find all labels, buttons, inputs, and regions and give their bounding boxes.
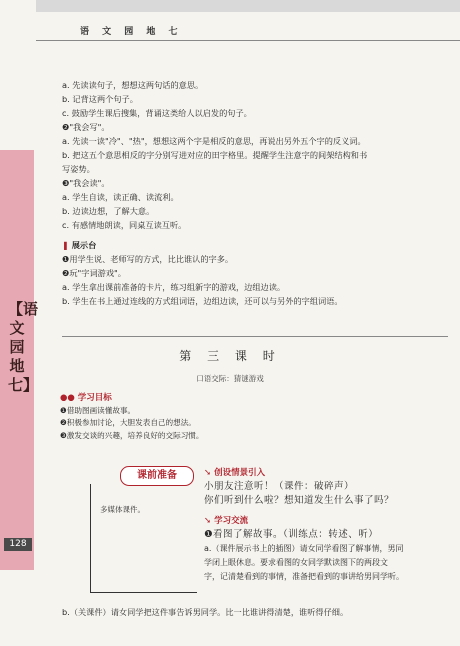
goal-item: ❷积极参加讨论，大胆发表自己的想法。 [60,418,196,427]
exchange-line: a.（课件展示书上的插图）请女同学看图了解事情，男同 [204,544,404,553]
intro-line: 小朋友注意听！（课件：破碎声） [204,481,355,492]
prep-tag: 课前准备 [120,466,194,486]
goal-item: ❸激发交谈的兴趣，培养良好的交际习惯。 [60,430,204,440]
text-line: b. 学生在书上通过连线的方式组词语，边组边读，还可以与另外的字组词语。 [62,296,343,306]
page-header-title: 语 文 园 地 七 [80,27,183,37]
exchange-line: 字，记清楚看到的事情，准备把看到的事讲给男同学听。 [204,572,404,581]
text-line: c. 有感情地朗读，同桌互读互听。 [62,220,187,230]
text-line: a. 学生拿出课前准备的卡片，练习组新字的游戏，边组边读。 [62,282,286,292]
lesson-flow [204,466,450,584]
text-line: a. 学生自读，读正确、读流利。 [62,192,179,202]
display-heading [62,238,444,252]
intro-line: 你们听到什么啦？想知道发生什么事了吗？ [204,495,395,506]
text-line: ❷"我会写"。 [62,122,110,132]
text-line: b. 把这五个意思相反的字分别写进对应的田字格里。提醒学生注意字的间架结构和书 [62,150,368,160]
exchange-line: ❶看图了解故事。（训练点：转述、听） [204,529,379,540]
sidebar-chapter-label: 【语文园地七】 [8,300,39,394]
exchange-heading-text: 学习交流 [214,516,249,526]
text-line: 写姿势。 [62,164,95,174]
goal-item: ❶借助图画读懂故事。 [60,405,136,415]
arrow-icon: ➘ [204,468,212,478]
goals-heading: ●● 学习目标 [60,393,112,403]
lesson-title: 第 三 课 时 [179,349,281,363]
text-line: c. 鼓励学生课后搜集，背诵这类给人以启发的句子。 [62,108,252,118]
header-rule [36,40,460,41]
text-line: a. 先读一读"冷"、"热"，想想这两个字是相反的意思，再说出另外五个字的反义词。 [62,136,366,146]
text-line: ❷玩"字词游戏"。 [62,268,126,278]
text-line: ❸"我会读"。 [62,178,110,188]
top-section [62,78,444,308]
display-heading-text: 展示台 [71,240,97,250]
text-line: b. 边读边想，了解大意。 [62,206,155,216]
exchange-line: 学闭上眼休息。要求看图的女同学默读图下的两段文 [204,558,388,567]
bullet-icon: ❚ [62,240,69,250]
bottom-line: b.（关课件）请女同学把这件事告诉男同学。比一比谁讲得清楚，谁听得仔细。 [62,607,349,617]
prep-box [90,484,197,593]
learning-goals [60,392,440,442]
text-line: b. 记背这两个句子。 [62,94,138,104]
section-divider [62,336,448,337]
top-band [36,0,460,12]
text-line: ❶用学生说、老师写的方式，比比谁认的字多。 [62,254,234,264]
arrow-icon: ➘ [204,516,212,526]
lesson-subtitle: 口语交际：猜谜游戏 [196,374,264,383]
prep-text: 多媒体课件。 [100,505,145,514]
text-line: a. 先读读句子，想想这两句话的意思。 [62,80,204,90]
intro-heading [204,466,450,480]
intro-heading-text: 创设情景引入 [214,468,266,478]
exchange-heading [204,514,450,528]
page-number: 128 [4,538,32,551]
